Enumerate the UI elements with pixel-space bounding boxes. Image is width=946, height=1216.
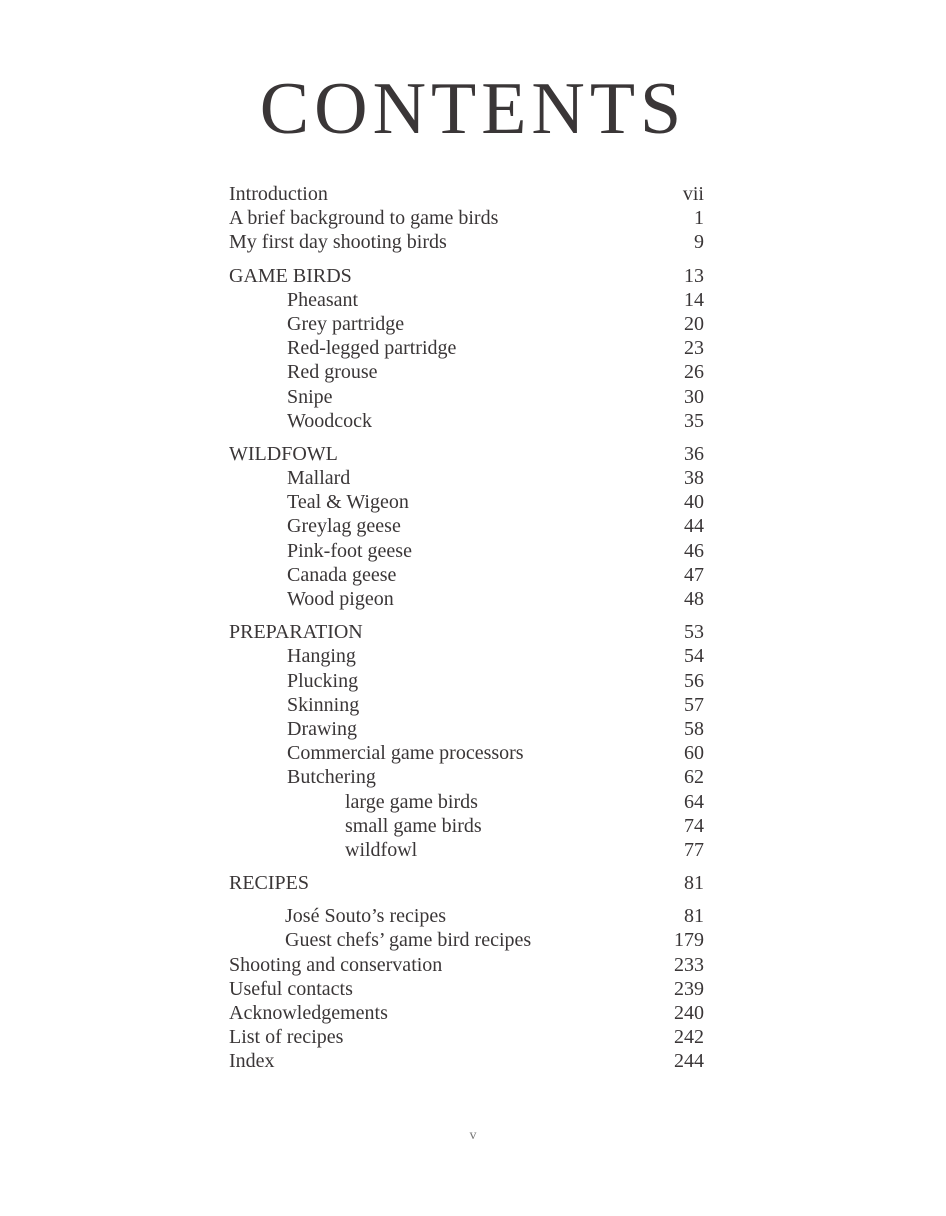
toc-page: 53: [684, 621, 704, 644]
toc-label: Commercial game processors: [287, 742, 524, 765]
toc-entry-woodcock[interactable]: [229, 409, 704, 433]
toc-label: Guest chefs’ game bird recipes: [285, 929, 532, 952]
toc-page: 64: [684, 790, 704, 813]
toc-label: Index: [229, 1050, 275, 1073]
toc-entry-butchering[interactable]: [229, 765, 704, 789]
toc-entry-teal-wigeon[interactable]: [229, 490, 704, 514]
toc-page: 233: [674, 953, 704, 976]
toc-section-preparation[interactable]: [229, 620, 704, 644]
toc-page: 77: [684, 838, 704, 861]
toc-page: 179: [674, 929, 704, 952]
toc-page: 35: [684, 409, 704, 432]
toc-page: 60: [684, 742, 704, 765]
toc-label: Acknowledgements: [229, 1002, 388, 1024]
toc-entry-background[interactable]: [229, 206, 704, 230]
toc-page: 62: [684, 766, 704, 789]
toc-label: wildfowl: [345, 838, 418, 861]
toc-label: Woodcock: [287, 409, 373, 432]
page-title: CONTENTS: [259, 68, 687, 150]
toc-page: 240: [674, 1002, 704, 1024]
toc-label: Useful contacts: [229, 977, 353, 1000]
toc-entry-index[interactable]: [229, 1049, 704, 1073]
toc-entry-acknowledgements[interactable]: [229, 1001, 704, 1025]
toc-entry-guest-chefs-recipes[interactable]: [229, 928, 704, 952]
toc-entry-skinning[interactable]: [229, 693, 704, 717]
toc-entry-useful-contacts[interactable]: [229, 977, 704, 1001]
toc-page: vii: [682, 183, 704, 205]
toc-label: Introduction: [229, 183, 328, 205]
page-folio: v: [469, 1128, 477, 1143]
toc-entry-large-game-birds[interactable]: [229, 790, 704, 814]
toc-label: small game birds: [345, 814, 482, 837]
toc-label: Skinning: [287, 693, 360, 716]
toc-page: 13: [684, 264, 704, 287]
toc-label: Mallard: [287, 467, 351, 490]
toc-label: Grey partridge: [287, 312, 405, 335]
toc-label: Pink-foot geese: [287, 539, 412, 562]
table-of-contents: [229, 182, 704, 1074]
toc-page: 47: [684, 563, 704, 586]
toc-label: My first day shooting birds: [229, 231, 447, 254]
toc-label: Snipe: [287, 385, 333, 408]
toc-label: WILDFOWL: [229, 442, 338, 465]
toc-page: 54: [684, 645, 704, 668]
toc-page: 26: [684, 361, 704, 384]
toc-entry-shooting-conservation[interactable]: [229, 953, 704, 977]
toc-label: A brief background to game birds: [229, 207, 499, 230]
toc-page: 1: [694, 207, 704, 230]
toc-entry-red-grouse[interactable]: [229, 360, 704, 384]
toc-label: Plucking: [287, 669, 359, 692]
toc-entry-wood-pigeon[interactable]: [229, 587, 704, 611]
toc-page: 58: [684, 717, 704, 740]
toc-page: 244: [674, 1050, 704, 1073]
toc-label: Hanging: [287, 645, 356, 668]
toc-entry-plucking[interactable]: [229, 669, 704, 693]
toc-page: 56: [684, 669, 704, 692]
toc-entry-pheasant[interactable]: [229, 288, 704, 312]
toc-label: Teal & Wigeon: [287, 491, 409, 514]
toc-label: Shooting and conservation: [229, 953, 443, 976]
toc-label: Red grouse: [287, 361, 378, 384]
toc-page: 30: [684, 385, 704, 408]
toc-entry-first-day[interactable]: [229, 230, 704, 254]
toc-entry-introduction[interactable]: [229, 182, 704, 206]
toc-entry-pink-foot-geese[interactable]: [229, 539, 704, 563]
toc-page: 9: [694, 231, 704, 254]
toc-page: 20: [684, 312, 704, 335]
toc-entry-grey-partridge[interactable]: [229, 312, 704, 336]
toc-page: 239: [674, 977, 704, 1000]
toc-entry-mallard[interactable]: [229, 466, 704, 490]
toc-page: 57: [684, 693, 704, 716]
toc-entry-commercial-processors[interactable]: [229, 741, 704, 765]
toc-label: PREPARATION: [229, 621, 363, 644]
toc-label: Canada geese: [287, 563, 397, 586]
toc-entry-snipe[interactable]: [229, 385, 704, 409]
toc-page: 242: [674, 1026, 704, 1049]
toc-page: 81: [684, 872, 704, 895]
toc-entry-greylag-geese[interactable]: [229, 514, 704, 538]
toc-page: 74: [684, 814, 704, 837]
toc-entry-drawing[interactable]: [229, 717, 704, 741]
toc-section-game-birds[interactable]: [229, 264, 704, 288]
toc-entry-canada-geese[interactable]: [229, 563, 704, 587]
toc-page: 14: [684, 288, 704, 311]
toc-section-recipes[interactable]: [229, 871, 704, 895]
toc-entry-list-of-recipes[interactable]: [229, 1025, 704, 1049]
toc-page: 38: [684, 467, 704, 490]
toc-label: GAME BIRDS: [229, 264, 352, 287]
toc-label: Greylag geese: [287, 515, 401, 538]
toc-page: 81: [684, 905, 704, 928]
toc-entry-jose-souto-recipes[interactable]: [229, 904, 704, 928]
toc-label: José Souto’s recipes: [285, 905, 447, 928]
toc-entry-hanging[interactable]: [229, 644, 704, 668]
toc-label: Red-legged partridge: [287, 337, 457, 360]
toc-page: 48: [684, 588, 704, 610]
toc-page: 36: [684, 442, 704, 465]
toc-page: 40: [684, 491, 704, 514]
toc-label: List of recipes: [229, 1026, 344, 1049]
toc-page: 44: [684, 515, 704, 538]
toc-label: Drawing: [287, 717, 357, 740]
toc-label: RECIPES: [229, 872, 310, 895]
toc-label: Wood pigeon: [287, 588, 394, 610]
toc-entry-wildfowl-butchering[interactable]: [229, 838, 704, 862]
toc-label: Butchering: [287, 766, 376, 789]
toc-entry-red-legged-partridge[interactable]: [229, 336, 704, 360]
toc-label: large game birds: [345, 790, 478, 813]
toc-section-wildfowl[interactable]: [229, 442, 704, 466]
toc-entry-small-game-birds[interactable]: [229, 814, 704, 838]
toc-page: 46: [684, 539, 704, 562]
toc-label: Pheasant: [287, 288, 359, 311]
toc-page: 23: [684, 337, 704, 360]
